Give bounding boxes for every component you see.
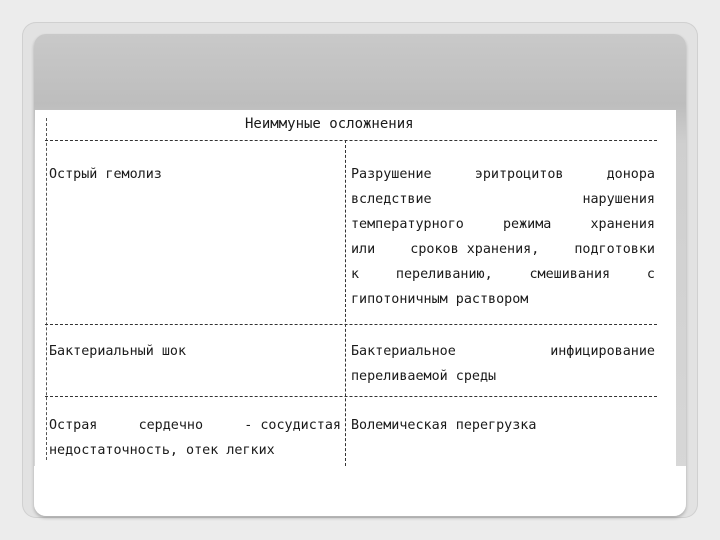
word: Бактериальное <box>351 344 456 359</box>
row1-mechanism <box>351 162 655 312</box>
row1-mech-line-1 <box>351 162 655 187</box>
word: гипотоничным раствором <box>351 292 529 307</box>
word: сердечно <box>138 418 204 433</box>
word: вследствие <box>351 192 432 207</box>
table-left-border <box>46 118 47 460</box>
row1-cause-line: Острый гемолиз <box>49 167 162 182</box>
word: температурного <box>351 217 464 232</box>
word: донора <box>606 167 655 182</box>
word: Разрушение <box>351 167 432 182</box>
table-divider-row1 <box>45 324 657 325</box>
row2-mech-line-1 <box>351 339 655 364</box>
row1-mech-line-3 <box>351 212 655 237</box>
row3-cause <box>49 413 341 463</box>
word: нарушения <box>582 192 655 207</box>
row1-cause <box>49 162 341 187</box>
word: с <box>646 267 655 282</box>
word: инфицирование <box>550 344 655 359</box>
word: сроков хранения, <box>410 242 540 257</box>
row3-cause-line-1 <box>49 413 341 438</box>
row3-mech-line-1 <box>351 413 655 438</box>
row2-mech-line-2 <box>351 364 655 389</box>
row2-mechanism <box>351 339 655 389</box>
row3-cause-line-2 <box>49 438 341 463</box>
row2-cause <box>49 339 341 364</box>
row1-mech-line-5 <box>351 262 655 287</box>
word: подготовки <box>574 242 655 257</box>
word: хранения <box>590 217 655 232</box>
row1-mech-line-6 <box>351 287 655 312</box>
word: переливанию, <box>395 267 493 282</box>
word: - сосудистая <box>244 418 341 433</box>
table-title: Неиммуные осложнения <box>245 116 414 132</box>
table-column-divider <box>345 140 346 466</box>
row1-mech-line-4 <box>351 237 655 262</box>
word: эритроцитов <box>474 167 564 182</box>
slide-footer-area <box>34 466 686 516</box>
word: режима <box>503 217 552 232</box>
word: переливаемой среды <box>351 369 497 384</box>
word: к <box>351 267 360 282</box>
word: смешивания <box>529 267 611 282</box>
row1-mech-line-2 <box>351 187 655 212</box>
word: Волемическая перегрузка <box>351 418 537 433</box>
row2-cause-line: Бактериальный шок <box>49 344 187 359</box>
row3-mechanism <box>351 413 655 438</box>
scanned-table <box>35 110 676 466</box>
word: Острая <box>49 418 98 433</box>
table-divider-row2 <box>45 396 657 397</box>
word: недостаточность, отек легких <box>49 443 275 458</box>
table-divider-header <box>45 140 657 141</box>
word: или <box>351 242 376 257</box>
